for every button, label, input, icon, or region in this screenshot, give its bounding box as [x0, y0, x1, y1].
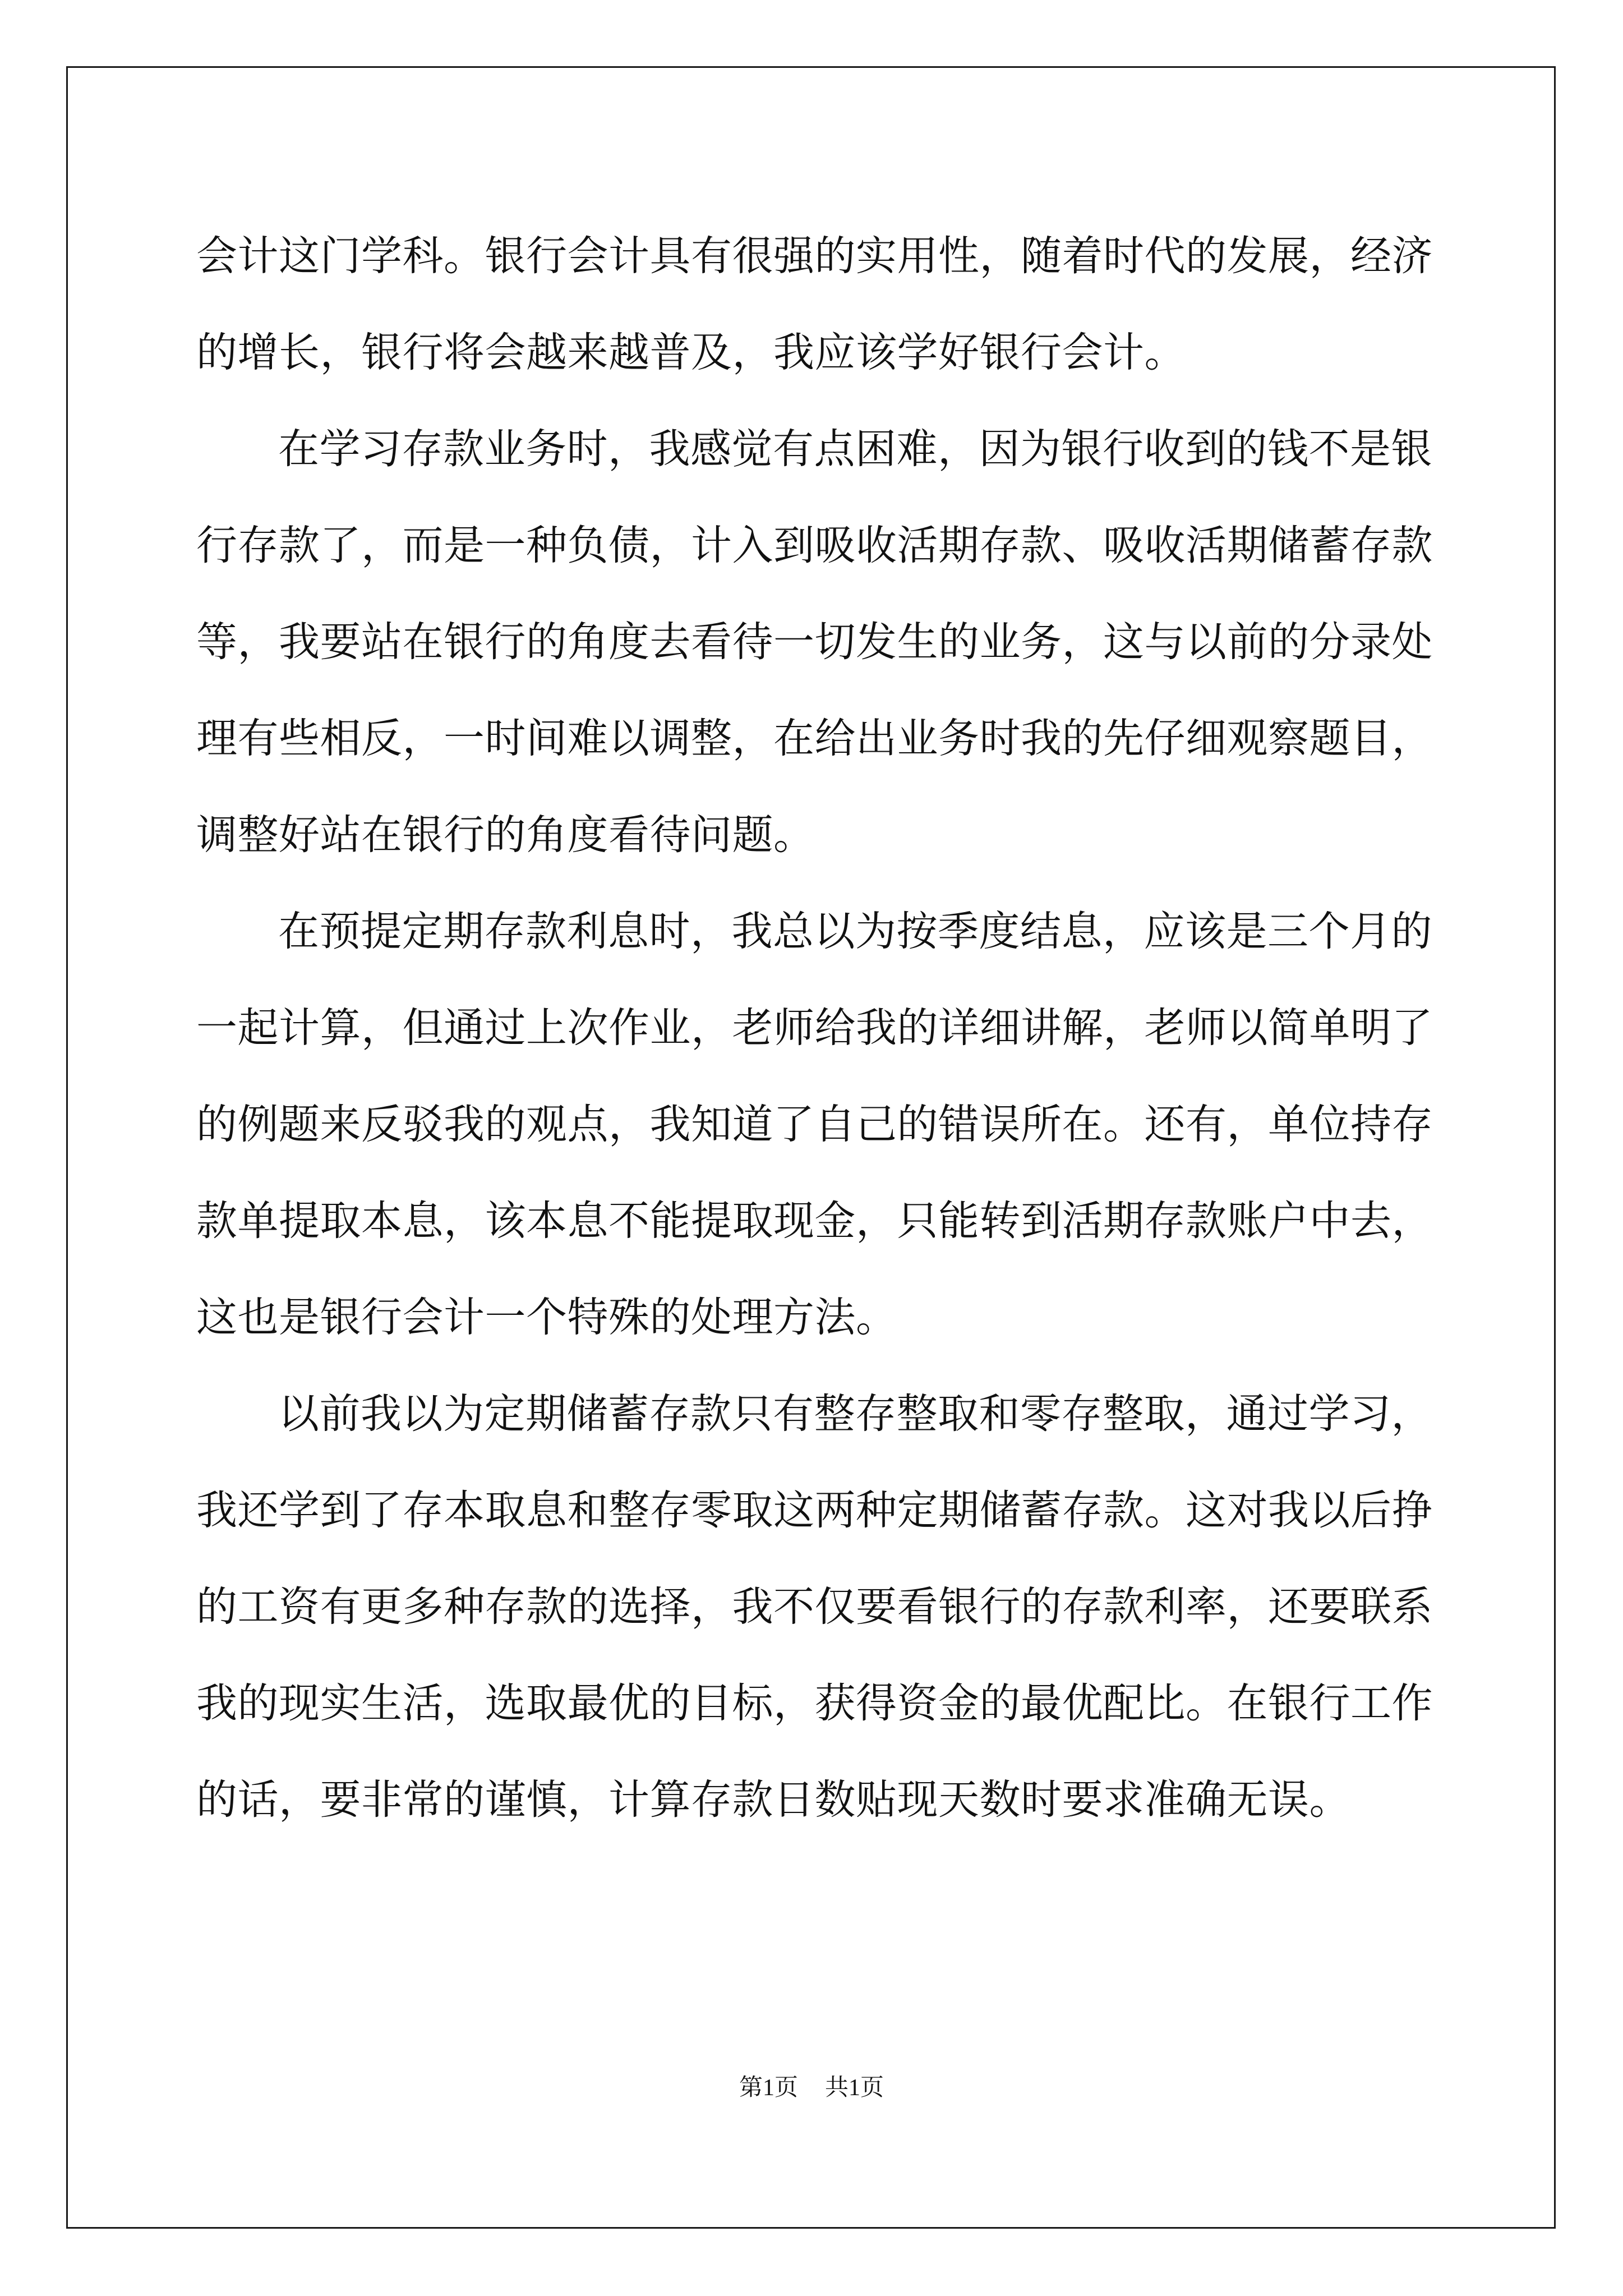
text-line: 调整好站在银行的角度看待问题。	[196, 811, 815, 859]
paragraph-first-line: 在预提定期存款利息时，我总以为按季度结息，应该是三个月的	[278, 908, 1432, 955]
text-line: 的话，要非常的谨慎，计算存款日数贴现天数时要求准确无误。	[196, 1776, 1350, 1824]
page-footer	[0, 2069, 1623, 2102]
text-line: 一起计算，但通过上次作业，老师给我的详细讲解，老师以简单明了	[196, 1004, 1433, 1052]
text-line: 我还学到了存本取息和整存零取这两种定期储蓄存款。这对我以后挣	[196, 1487, 1433, 1534]
text-line: 这也是银行会计一个特殊的处理方法。	[196, 1294, 897, 1341]
text-line: 的例题来反驳我的观点，我知道了自己的错误所在。还有，单位持存	[196, 1101, 1433, 1148]
text-line: 等，我要站在银行的角度去看待一切发生的业务，这与以前的分录处	[196, 618, 1433, 666]
text-line: 款单提取本息，该本息不能提取现金，只能转到活期存款账户中去，	[196, 1197, 1433, 1245]
page-total: 共1页	[825, 2075, 884, 2101]
text-line: 理有些相反，一时间难以调整，在给出业务时我的先仔细观察题目，	[196, 715, 1433, 762]
text-line: 我的现实生活，选取最优的目标，获得资金的最优配比。在银行工作	[196, 1680, 1433, 1727]
text-line: 的增长，银行将会越来越普及，我应该学好银行会计。	[196, 329, 1186, 376]
paragraph-first-line: 以前我以为定期储蓄存款只有整存整取和零存整取，通过学习，	[278, 1390, 1432, 1438]
text-line: 的工资有更多种存款的选择，我不仅要看银行的存款利率，还要联系	[196, 1583, 1433, 1631]
document-body	[196, 208, 1433, 1848]
text-line: 会计这门学科。银行会计具有很强的实用性，随着时代的发展，经济	[196, 232, 1433, 280]
page-number: 第1页	[739, 2075, 798, 2101]
paragraph-first-line: 在学习存款业务时，我感觉有点困难，因为银行收到的钱不是银	[278, 425, 1432, 473]
text-line: 行存款了，而是一种负债，计入到吸收活期存款、吸收活期储蓄存款	[196, 522, 1433, 569]
